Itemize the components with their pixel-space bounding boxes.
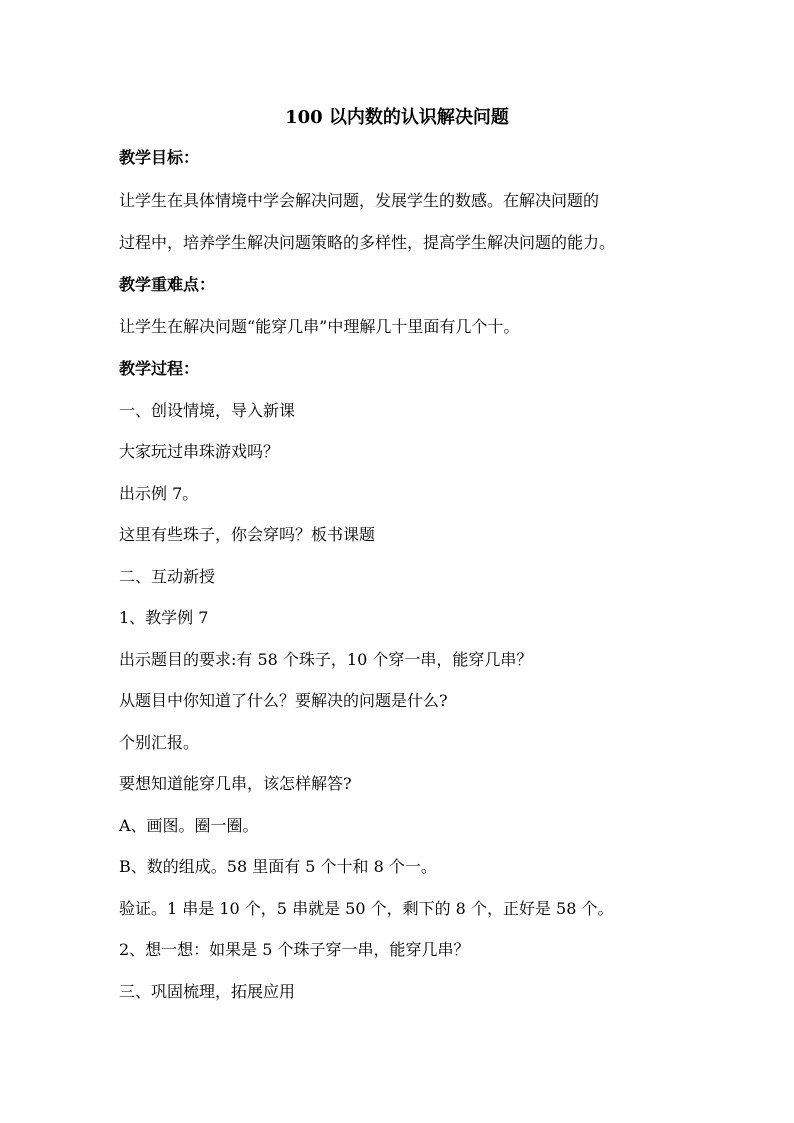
heading-teaching-goals: 教学目标： (119, 148, 200, 167)
paragraph-line: 验证。1 串是 10 个，5 串就是 50 个，剩下的 8 个，正好是 58 个。 (119, 899, 614, 918)
paragraph-line: 要想知道能穿几串，该怎样解答? (119, 774, 352, 793)
paragraph-line: 出示题目的要求:有 58 个珠子，10 个穿一串，能穿几串？ (119, 650, 533, 669)
paragraph-line: B、数的组成。58 里面有 5 个十和 8 个一。 (119, 857, 437, 876)
section-heading-2: 二、互动新授 (119, 567, 216, 586)
section-heading-1: 一、创设情境，导入新课 (119, 401, 296, 420)
paragraph-line: 这里有些珠子，你会穿吗？板书课题 (119, 525, 376, 544)
paragraph-line: 大家玩过串珠游戏吗？ (119, 442, 280, 461)
heading-key-points: 教学重难点： (119, 275, 216, 294)
paragraph-line: 1、教学例 7 (119, 608, 209, 627)
section-heading-3: 三、巩固梳理，拓展应用 (119, 982, 296, 1001)
paragraph-line: 让学生在解决问题“能穿几串”中理解几十里面有几个十。 (119, 317, 520, 336)
paragraph-line: 出示例 7。 (119, 484, 199, 503)
paragraph-line: 2、想一想：如果是 5 个珠子穿一串，能穿几串？ (119, 940, 470, 959)
paragraph-line: 过程中，培养学生解决问题策略的多样性，提高学生解决问题的能力。 (119, 233, 616, 252)
paragraph-line: 让学生在具体情境中学会解决问题，发展学生的数感。在解决问题的 (119, 191, 600, 210)
paragraph-line: 个别汇报。 (119, 733, 200, 752)
paragraph-line: 从题目中你知道了什么？要解决的问题是什么? (119, 691, 448, 710)
heading-teaching-process: 教学过程： (119, 359, 200, 378)
paragraph-line: A、画图。圈一圈。 (119, 816, 259, 835)
document-title: 100 以内数的认识解决问题 (285, 107, 509, 128)
